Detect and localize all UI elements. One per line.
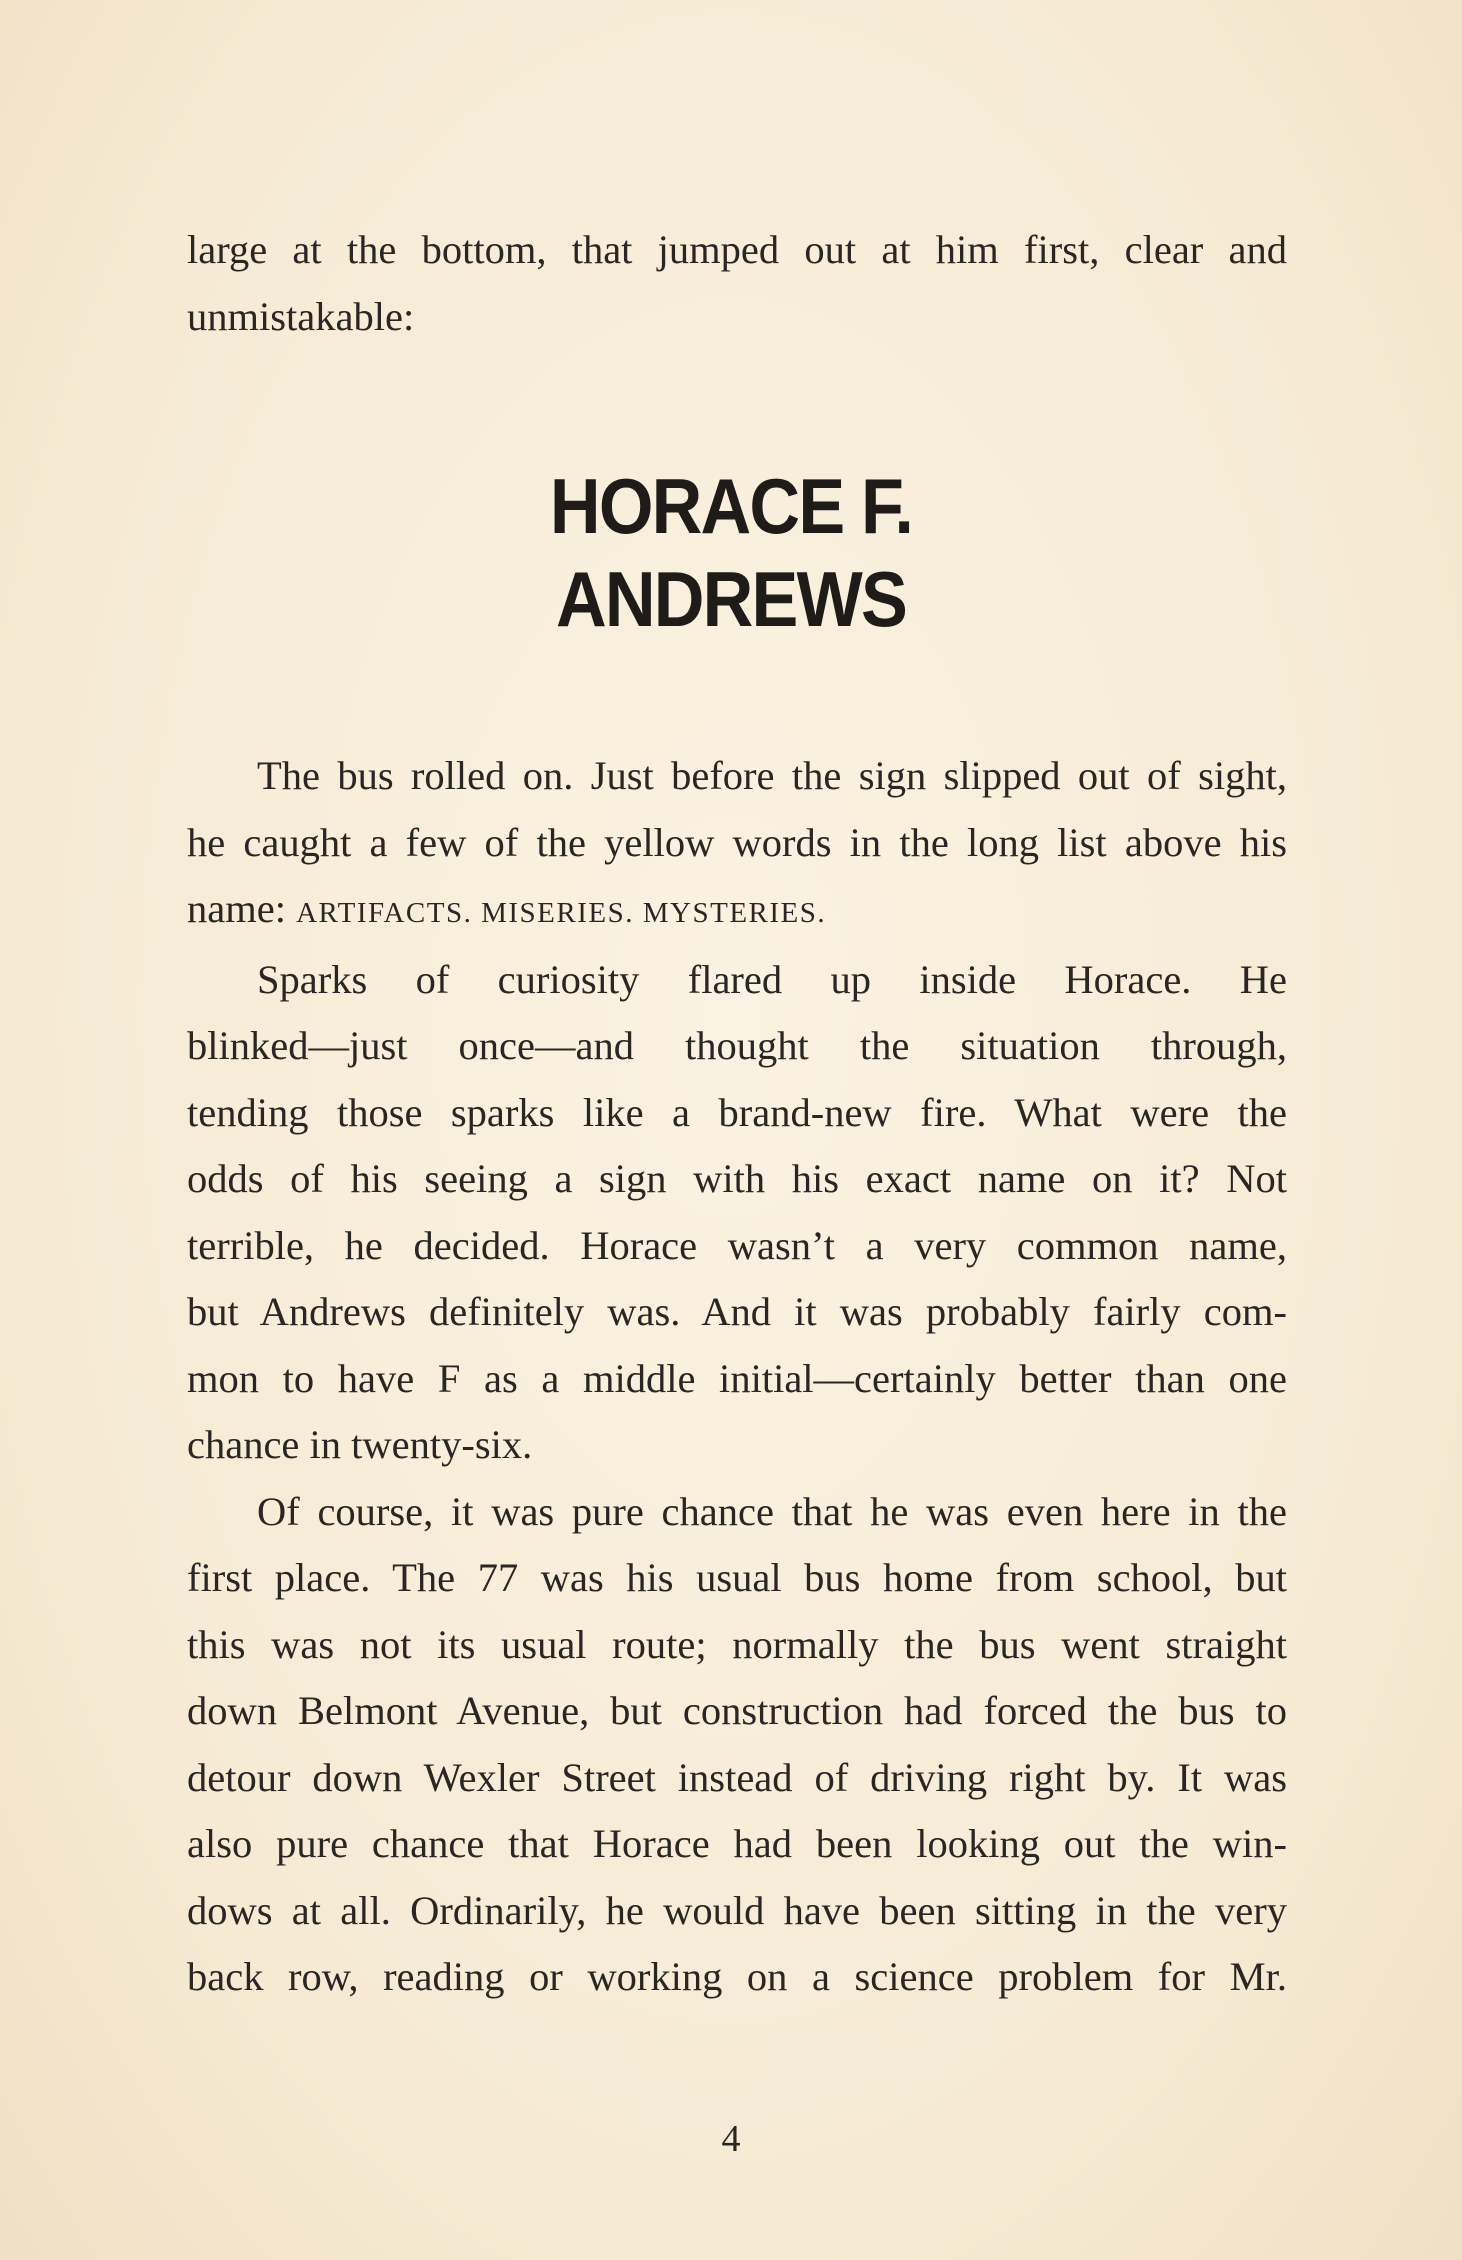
text-line: Of course, it was pure chance that he was even here in the [257, 1488, 1287, 1534]
text-line: but Andrews definitely was. And it was probably fairly com- [187, 1289, 1287, 1334]
page-number: 4 [721, 2118, 741, 2160]
text-line: tending those sparks like a brand-new fire. What were the [187, 1089, 1287, 1135]
text-line: back row, reading or working on a science problem for Mr. [187, 1954, 1287, 1999]
sign-line-first: HORACE F. [549, 462, 913, 550]
text-line: large at the bottom, that jumped out at him first, clear and [187, 227, 1287, 272]
text-line: blinked—just once—and thought the situation through, [187, 1023, 1287, 1068]
text-line: this was not its usual route; normally the bus went straight [187, 1621, 1287, 1667]
intro-paragraph [187, 217, 1287, 350]
text-line: Sparks of curiosity flared up inside Horace. He [257, 956, 1287, 1002]
text-line: down Belmont Avenue, but construction had forced the bus to [187, 1688, 1287, 1733]
text-line: odds of his seeing a sign with his exact name on it? Not [187, 1156, 1287, 1201]
text-line: first place. The 77 was his usual bus home from school, but [187, 1555, 1287, 1600]
text-line: terrible, he decided. Horace wasn’t a very common name, [187, 1222, 1287, 1268]
text-line: he caught a few of the yellow words in the long list above his [187, 819, 1287, 865]
sign-line-last: ANDREWS [555, 555, 907, 643]
text-line [187, 876, 1287, 947]
sign-words-smallcaps: ARTIFACTS. MISERIES. MYSTERIES. [296, 897, 827, 929]
text-line: The bus rolled on. Just before the sign slipped out of sight, [257, 753, 1287, 798]
body-text [187, 743, 1287, 2011]
text-line: dows at all. Ordinarily, he would have been sitting in the very [187, 1887, 1287, 1933]
text-line: unmistakable: [187, 293, 415, 339]
text-fragment: name: [187, 886, 297, 931]
text-line: mon to have F as a middle initial—certainly better than one [187, 1355, 1287, 1401]
sign-name-heading [73, 460, 1389, 646]
text-line: detour down Wexler Street instead of driving right by. It was [187, 1754, 1287, 1800]
text-line: also pure chance that Horace had been looking out the win- [187, 1821, 1287, 1866]
text-line: chance in twenty-six. [187, 1422, 533, 1467]
